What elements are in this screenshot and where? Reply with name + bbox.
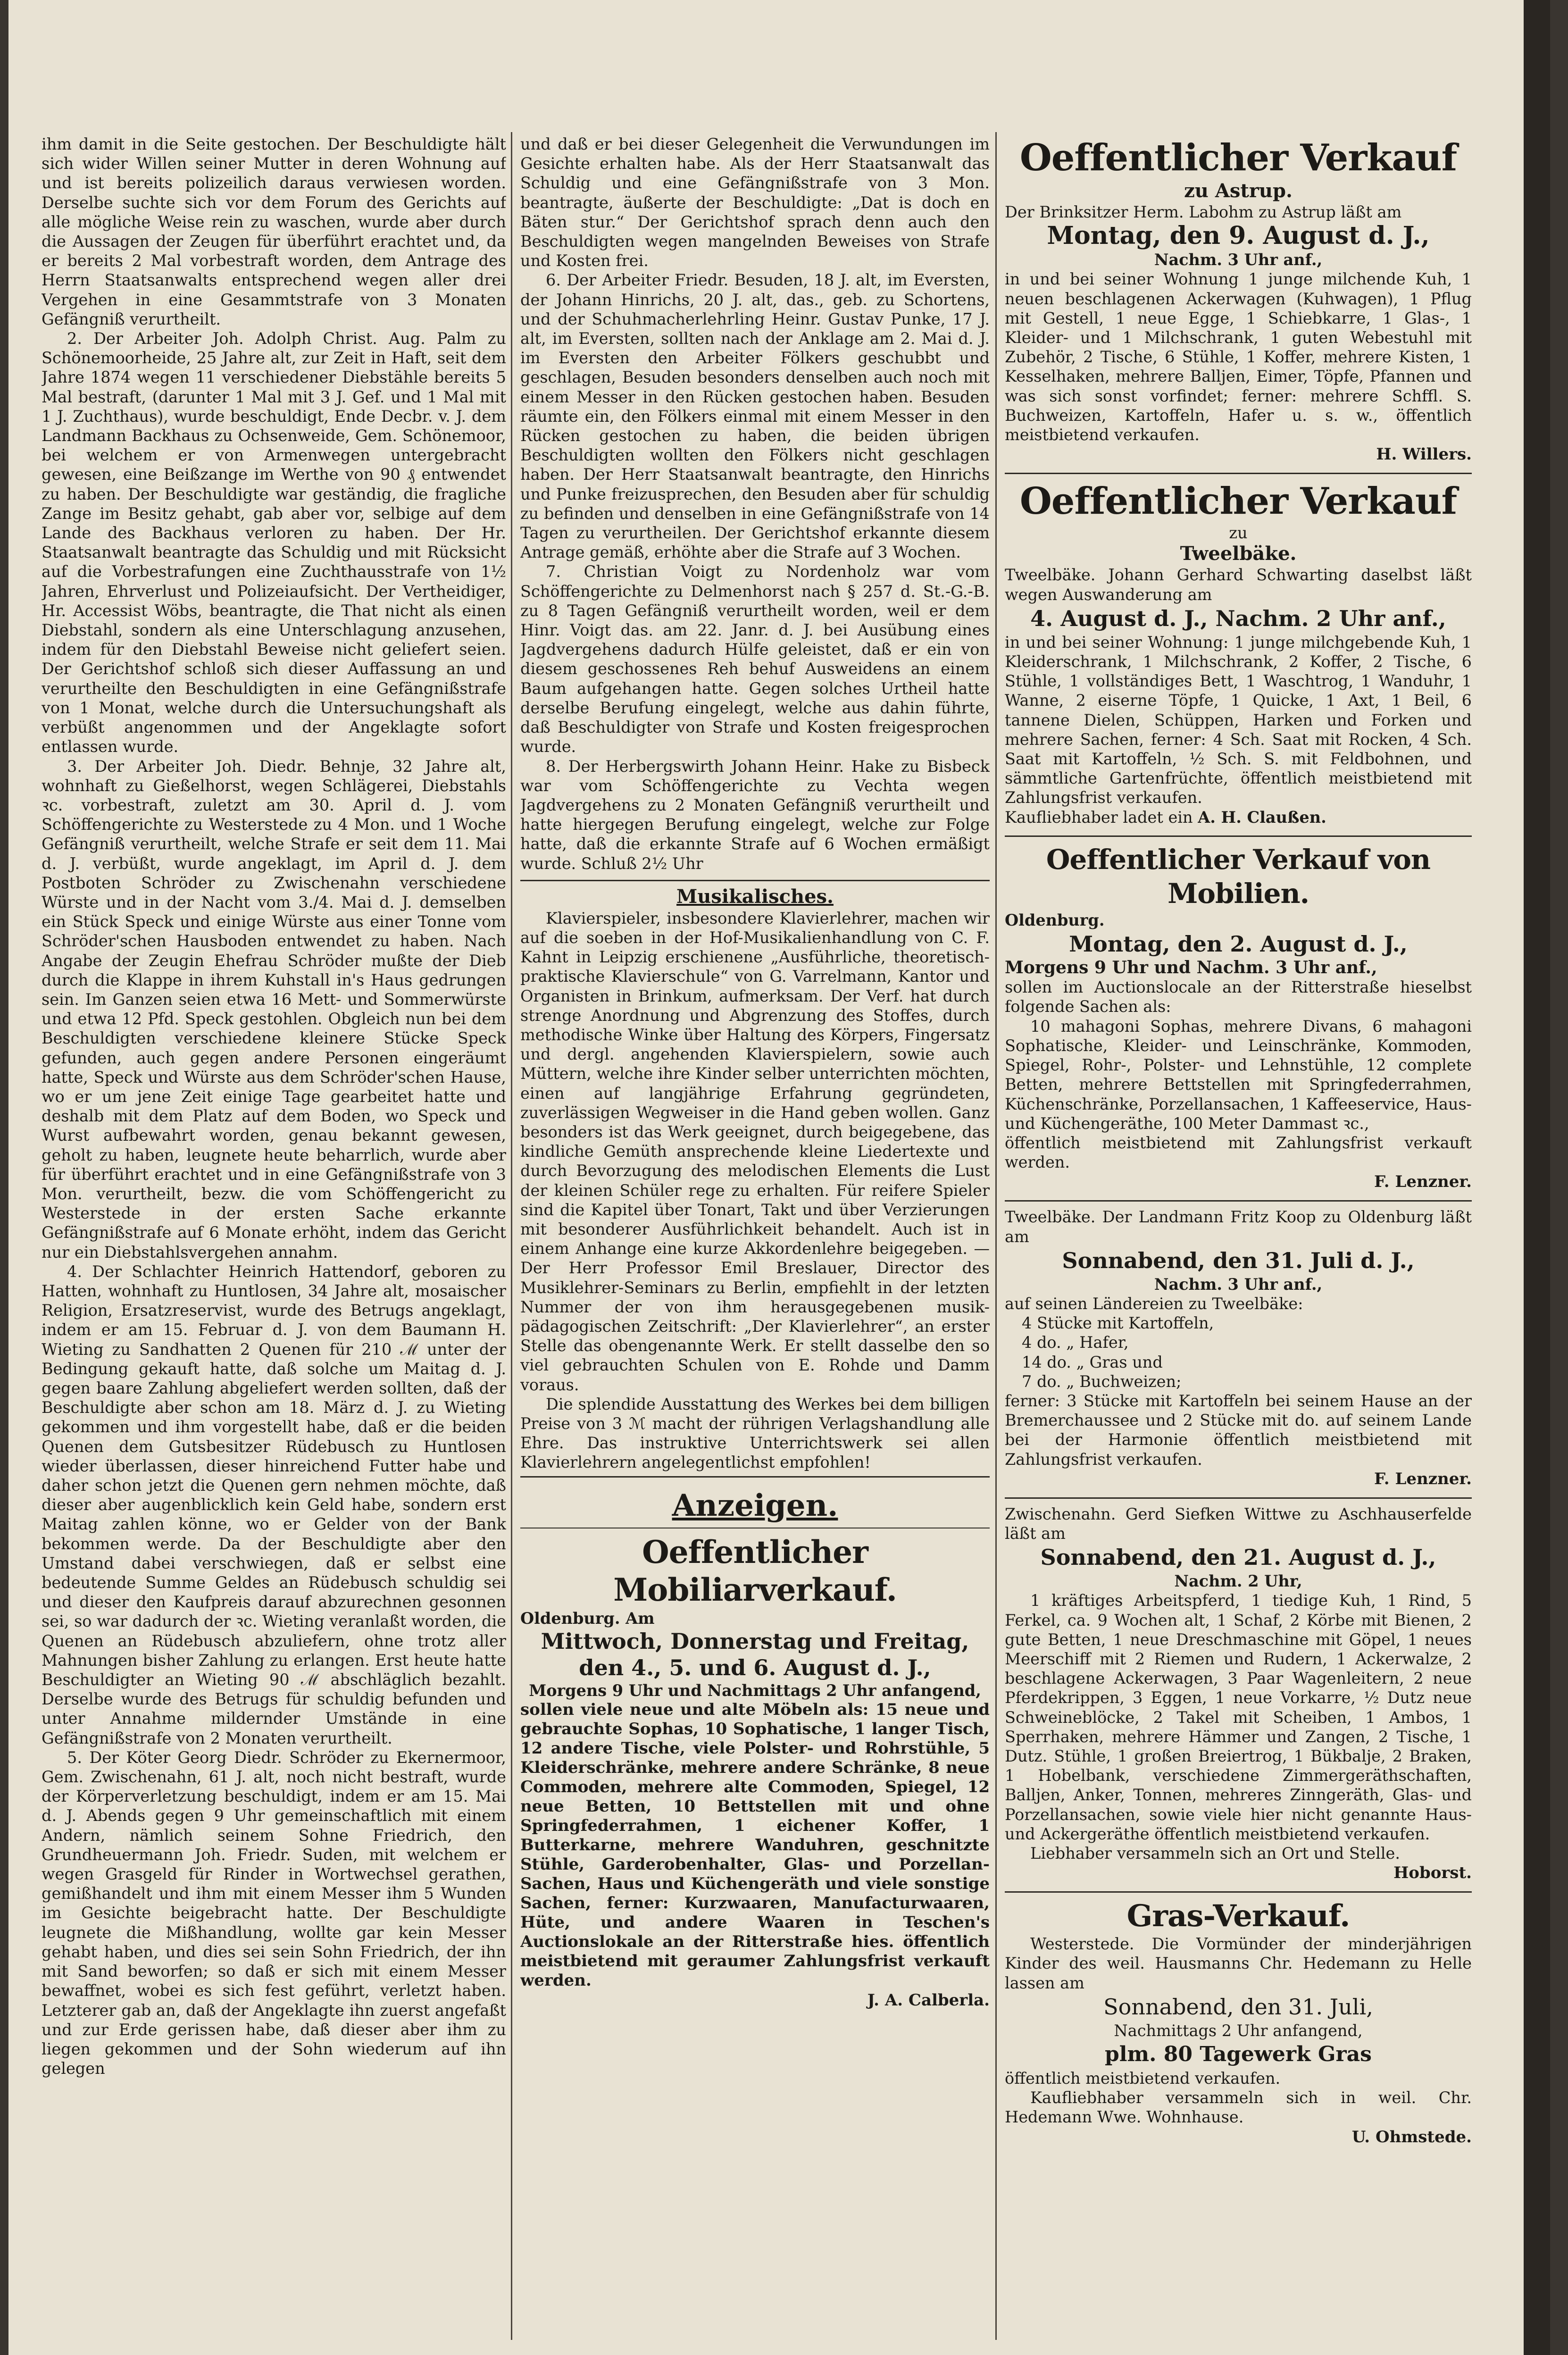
column-3 — [1005, 134, 1472, 2352]
ad-divider — [1005, 1497, 1472, 1499]
ad-what: plm. 80 Tagewerk Gras — [1105, 2042, 1372, 2067]
ad-last-line: Kaufliebhaber versammeln sich in weil. Chr. Hedemann Wwe. Wohnhause. — [1005, 2088, 1472, 2127]
article-paragraph: und daß er bei dieser Gelegenheit die Verwundungen im Gesichte erhalten habe. Als der Herr Staatsanwalt das Schuldig und eine Gefängnißstrafe von 3 Mon. beantragte, äußerte der Beschuldigte: „Dat is doch en Bäten stur.“ Der Gerichtshof sprach denn auch den Beschuldigten wegen mangelnden Beweises von Strafe und Kosten frei. — [520, 135, 990, 270]
ad-title: Gras-Verkauf. — [1126, 1898, 1350, 1934]
ad-time: Morgens 9 Uhr und Nachmittags 2 Uhr anfangend, — [529, 1681, 981, 1700]
ad-verkauf-mobilien — [1005, 841, 1472, 1196]
ad-signature: J. A. Calberla. — [867, 1991, 990, 2010]
ad-signature: F. Lenzner. — [1374, 1172, 1472, 1192]
article-paragraph: 8. Der Herbergswirth Johann Heinr. Hake zu Bisbeck war vom Schöffengerichte zu Vechta wegen Jagdvergehens zu 2 Monaten Gefängniß verurtheilt und hatte hiergegen Berufung eingelegt, welche zur Folge hatte, daß die erkannte Strafe auf 6 Wochen ermäßigt wurde. Schluß 2½ Uhr — [520, 757, 990, 873]
ad-title: Oeffentlicher Verkauf von Mobilien. — [1046, 843, 1431, 910]
column-2 — [520, 134, 990, 2352]
ad-date: Sonnabend, den 21. August d. J., — [1040, 1545, 1436, 1570]
ad-intro: Tweelbäke. Der Landmann Fritz Koop zu Oldenburg läßt am — [1005, 1208, 1472, 1246]
article-paragraph: 2. Der Arbeiter Joh. Adolph Christ. Aug. Palm zu Schönemoorheide, 25 Jahre alt, zur Zeit in Haft, seit dem Jahre 1874 wegen 11 verschiedener Diebstähle bereits 5 Mal bestraft, (darunter 1 Mal mit 3 J. Gef. und 1 Mal mit 1 J. Zuchthaus), wurde beschuldigt, Ende Decbr. v. J. dem Landmann Backhaus zu Ochsenweide, Gem. Schönemoor, bei welchem er von Armenwegen untergebracht gewesen, eine Beißzange im Werthe von 90 ₰ entwendet zu haben. Der Beschuldigte war geständig, die fragliche Zange im Besitz gehabt, gab aber vor, selbige auf dem Lande des Backhaus verloren zu haben. Der Hr. Staatsanwalt beantragte das Schuldig und mit Rücksicht auf die Vorbestrafungen eine Zuchthausstrafe von 1½ Jahren, Ehrverlust und Polizeiaufsicht. Der Vertheidiger, Hr. Accessist Wöbs, beantragte, die That nicht als einen Diebstahl, sondern als eine Unterschlagung anzusehen, indem für den Diebstahl Beweise nicht geliefert seien. Der Gerichtshof schloß sich dieser Auffassung an und verurtheilte den Beschuldigten in eine Gefängnißstrafe von 1 Monat, welche durch die Untersuchungshaft als verbüßt angenommen und der Angeklagte sofort entlassen wurde. — [42, 329, 506, 756]
ad-items — [1005, 1313, 1472, 1391]
ad-date: Montag, den 9. August d. J., — [1047, 221, 1430, 251]
ad-subtitle: zu — [1229, 524, 1248, 543]
page-edge-shadow — [1524, 0, 1550, 2355]
ad-body: 1 kräftiges Arbeitspferd, 1 tiedige Kuh, 1 Rind, 5 Ferkel, ca. 9 Wochen alt, 1 Schaf, 2 Körbe mit Bienen, 2 gute Betten, 1 neue Dreschmaschine mit Göpel, 1 neues Meerschiff mit 2 Riemen und Rudern, 1 Ackerwalze, 2 beschlagene Ackerwagen, 3 Paar Wagenleitern, 2 neue Pferdekrippen, 3 Eggen, 1 neue Vorkarre, ½ Dutz neue Schweineblöcke, 2 Takel mit Scheiben, 1 Ambos, 1 Sperrhaken, mehrere Hämmer und Zangen, 2 Tische, 1 Dutz. Stühle, 1 großen Breiertrog, 1 Bükbalje, 2 Braken, 1 Hobelbank, verschiedene Zimmergeräthschaften, Balljen, Anker, Tonnen, mehreres Zinngeräth, Glas- und Porzellansachen, sowie viele hier nicht genannte Haus- und Ackergeräthe öffentlich meistbietend verkaufen. — [1005, 1591, 1472, 1843]
ad-date: Sonnabend, den 31. Juli, — [1103, 1994, 1373, 2020]
article-paragraph: 4. Der Schlachter Heinrich Hattendorf, geboren zu Hatten, wohnhaft zu Huntlosen, 34 Jahre alt, mosaischer Religion, Ersatzreservist, wurde des Betrugs angeklagt, indem er am 15. Februar d. J. von dem Baumann H. Wieting zu Sandhatten 2 Quenen für 210 ℳ unter der Bedingung gekauft hatte, daß solche um Maitag d. J. gegen baare Zahlung abgeliefert werden sollten, daß der Beschuldigte aber schon am 18. März d. J. zu Wieting gekommen und ihm vorgestellt habe, daß er die beiden Quenen dem Gutsbesitzer Rüdebusch zu Huntlosen wieder überlassen, dieser hinreichend Futter habe und daher schon jetzt die Quenen gern nehmen möchte, daß dieser aber augenblicklich kein Geld habe, sondern erst Maitag zahlen könne, wo er Gelder von der Bank bekommen werde. Da der Beschuldigte aber den Umstand dabei verschwiegen, daß er selbst eine bedeutende Summe Geldes an Rüdebusch schuldig sei und dieser den Kaufpreis darauf abzurechnen gesonnen sei, so war dadurch der ꝛc. Wieting veranlaßt worden, die Quenen an Rüdebusch abzuliefern, ohne trotz aller Mahnungen bisher Zahlung zu erlangen. Erst heute hatte Beschuldigter an Wieting 90 ℳ abschläglich bezahlt. Derselbe wurde des Betrugs für schuldig befunden und unter Annahme mildernder Umstände in eine Gefängnißstrafe von 2 Monaten verurtheilt. — [42, 1262, 506, 1747]
ad-time: Morgens 9 Uhr und Nachm. 3 Uhr anf., — [1005, 958, 1377, 978]
ad-closing: öffentlich meistbietend verkaufen. — [1005, 2069, 1281, 2088]
ad-signature: A. H. Claußen. — [1198, 808, 1326, 827]
list-item: 4 Stücke mit Kartoffeln, — [1022, 1314, 1214, 1333]
ad-date: Sonnabend, den 31. Juli d. J., — [1062, 1247, 1415, 1273]
ad-siefken-zwischenahn — [1005, 1503, 1472, 1887]
ad-body: sollen viele neue und alte Möbeln als: 15 neue und gebrauchte Sophas, 10 Sophatische, 1 langer Tisch, 12 andere Tische, viele Polster- und Rohrstühle, 5 Kleiderschränke, mehrere andere Schränke, 8 neue Commoden, mehrere alte Commoden, Spiegel, 12 neue Betten, 10 Bettstellen mit und ohne Springfederrahmen, 1 eichener Koffer, 1 Butterkarne, mehrere Wanduhren, geschnitzte Stühle, Garderobenhalter, Glas- und Porzellan-Sachen, Haus und Küchengeräth und viele sonstige Sachen, ferner: Kurzwaaren, Manufacturwaaren, Hüte, und andere Waaren in Teschen's Auctionslokale an der Ritterstraße hies. öffentlich meistbietend mit geraumer Zahlungsfrist verkauft werden. — [520, 1700, 990, 1990]
ad-intro: Der Brinksitzer Herm. Labohm zu Astrup läßt am — [1005, 203, 1402, 221]
ad-date: 4. August d. J., Nachm. 2 Uhr anf., — [1030, 605, 1446, 631]
ad-divider — [1005, 1891, 1472, 1893]
ad-body: auf seinen Ländereien zu Tweelbäke: — [1005, 1294, 1303, 1313]
column-rule — [511, 132, 512, 2340]
ad-title: Oeffentlicher Mobiliarverkauf. — [613, 1533, 897, 1608]
ad-title: Oeffentlicher Verkauf — [1019, 136, 1457, 179]
ad-last-line — [1005, 808, 1472, 827]
section-divider — [520, 880, 990, 881]
music-heading: Musikalisches. — [676, 885, 834, 908]
section-divider — [520, 1476, 990, 1478]
ad-subtitle: Tweelbäke. — [1180, 543, 1297, 565]
ad-intro: Tweelbäke. Johann Gerhard Schwarting daselbst läßt wegen Auswanderung am — [1005, 566, 1472, 604]
ad-closing: öffentlich meistbietend mit Zahlungsfrist verkauft werden. — [1005, 1133, 1472, 1172]
ad-divider — [1005, 473, 1472, 474]
ad-signature: U. Ohmstede. — [1351, 2127, 1472, 2146]
list-item: 4 do. „ Hafer, — [1022, 1333, 1129, 1352]
ad-invite: Kaufliebhaber ladet ein — [1005, 808, 1193, 827]
ad-date: Montag, den 2. August d. J., — [1069, 931, 1408, 957]
ad-place: Oldenburg. Am — [520, 1609, 655, 1628]
list-item: 14 do. „ Gras und — [1022, 1353, 1163, 1371]
ad-intro: Zwischenahn. Gerd Siefken Wittwe zu Aschhauserfelde läßt am — [1005, 1504, 1472, 1543]
article-paragraph: 5. Der Köter Georg Diedr. Schröder zu Ekernermoor, Gem. Zwischenahn, 61 J. alt, noch nicht bestraft, wurde der Körperverletzung beschuldigt, indem er am 15. Mai d. J. Abends gegen 9 Uhr gemeinschaftlich mit einem Andern, nämlich seinem Sohne Friedrich, den Grundheuermann Joh. Friedr. Suden, mit welchem er wegen Grasgeld für Rinder in Wortwechsel gerathen, gemißhandelt und ihm mit einem Messer ihm 5 Wunden im Gesichte beigebracht hatte. Der Beschuldigte leugnete die Mißhandlung, wollte gar kein Messer gehabt haben, und dies sei sein Sohn Friedrich, der ihn mit Sand beworfen; so daß er sich mit einem Messer bewaffnet, wobei es sich fest geführt, verletzt haben. Letzterer gab an, daß der Angeklagte ihn zuerst angefaßt und zur Erde gerissen habe, daß dieser aber ihm zu liegen gekommen und der Sohn wiederum auf ihn gelegen — [42, 1748, 506, 2078]
ad-divider — [1005, 1200, 1472, 1202]
ad-title: Oeffentlicher Verkauf — [1019, 480, 1457, 523]
ad-divider — [1005, 835, 1472, 837]
ad-date: Mittwoch, Donnerstag und Freitag, den 4., 5. und 6. August d. J., — [541, 1628, 969, 1680]
ad-time: Nachm. 2 Uhr, — [1174, 1572, 1302, 1591]
ad-subtitle: zu Astrup. — [1184, 180, 1293, 202]
ad-signature: F. Lenzner. — [1374, 1469, 1472, 1488]
newspaper-page — [8, 0, 1550, 2355]
ad-verkauf-tweelbaeke — [1005, 478, 1472, 832]
ad-place: Oldenburg. — [1005, 910, 1105, 929]
ad-intro: sollen im Auctionslocale an der Ritterstraße hieselbst folgende Sachen als: — [1005, 978, 1472, 1016]
article-paragraph: ihm damit in die Seite gestochen. Der Beschuldigte hält sich wider Willen seiner Mutter in deren Wohnung auf und ist bereits polizeilich daraus verwiesen worden. Derselbe suchte sich vor dem Forum des Gerichts auf alle mögliche Weise rein zu waschen, wurde aber durch die Aussagen der Zeugen für überführt erachtet und, da er bereits 2 Mal vorbestraft worden, dem Antrage des Herrn Staatsanwalts entsprechend wegen aller drei Vergehen in eine Gesammtstrafe von 3 Monaten Gefängniß verurtheilt. — [42, 135, 506, 328]
article-paragraph: 3. Der Arbeiter Joh. Diedr. Behnje, 32 Jahre alt, wohnhaft zu Gießelhorst, wegen Schlägerei, Diebstahls ꝛc. vorbestraft, zuletzt am 30. April d. J. vom Schöffengerichte zu Westerstede zu 4 Mon. und 1 Woche Gefängniß verurtheilt, welche Strafe er seit dem 11. Mai d. J. verbüßt, wurde angeklagt, im April d. J. dem Postboten Schröder zu Zwischenahn verschiedene Würste und in der Nacht vom 3./4. Mai d. J. demselben ein Stück Speck und einige Würste aus einer Tonne vom Schröder'schen Hausboden entwendet zu haben. Nach Angabe der Zeugin Ehefrau Schröder mußte der Dieb durch die Klappe in ihrem Kuhstall in's Haus gedrungen sein. Im Ganzen seien etwa 16 Mett- und Sommerwürste und etwa 12 Pfd. Speck gestohlen. Obgleich nun bei dem Beschuldigten verschiedene kleinere Stücke Speck gefunden, auch gegen andere Personen eingeräumt hatte, Speck und Würste aus dem Schröder'schen Hause, wo er um jene Zeit einige Tage gearbeitet hatte und deshalb mit dem Platz auf dem Boden, wo Speck und Wurst aufbewahrt worden, genau bekannt gewesen, geholt zu haben, leugnete heute beharrlich, wurde aber für überführt erachtet und in eine Gefängnißstrafe von 3 Mon. verurtheilt, bezw. die vom Schöffengericht zu Westerstede in der ersten Sache erkannte Gefängnißstrafe auf 6 Monate erhöht, indem das Gericht nur ein Diebstahlsvergehen annahm. — [42, 757, 506, 1261]
article-paragraph: 7. Christian Voigt zu Nordenholz war vom Schöffengerichte zu Delmenhorst nach § 257 d. St.-G.-B. zu 8 Tagen Gefängniß verurtheilt worden, weil er dem Hinr. Voigt das. am 22. Janr. d. J. bei Ausübung eines Jagdvergehens dadurch Hülfe geleistet, daß er ein von diesem geschossenes Reh behuf Ausweidens an einem Baum aufgehangen hatte. Gegen solches Urtheil hatte derselbe Berufung eingelegt, welche aus dahin führte, daß Beschuldigter von Strafe und Kosten freigesprochen wurde. — [520, 562, 990, 756]
music-paragraph: Die splendide Ausstattung des Werkes bei dem billigen Preise von 3 ℳ macht der rührigen Verlagshandlung alle Ehre. Das instruktive Unterrichtswerk sei allen Klavierlehrern angelegentlichst empfohlen! — [520, 1395, 990, 1472]
ad-time: Nachm. 3 Uhr anf., — [1154, 1275, 1323, 1294]
ad-body: in und bei seiner Wohnung: 1 junge milchgebende Kuh, 1 Kleiderschrank, 1 Milchschrank, 2 Koffer, 2 Tische, 6 Stühle, 1 vollständiges Bett, 1 Waschtrog, 1 Wanduhr, 1 Wanne, 2 eiserne Töpfe, 1 Quicke, 1 Axt, 1 Beil, 6 tannene Dielen, Schüppen, Harken und Forken und mehrere Sachen, ferner: 4 Sch. Saat mit Rocken, 4 Sch. Saat mit Kartoffeln, ½ Sch. S. mit Feldbohnen, und sämmtliche Gartenfrüchte, öffentlich meistbietend mit Zahlungsfrist verkaufen. — [1005, 633, 1472, 807]
article-paragraph: 6. Der Arbeiter Friedr. Besuden, 18 J. alt, im Eversten, der Johann Hinrichs, 20 J. alt, das., geb. zu Schortens, und der Schuhmacherlehrling Heinr. Gustav Punke, 17 J. alt, im Eversten, sollten nach der Anklage am 2. Mai d. J. im Eversten den Arbeiter Fölkers geschubbt und geschlagen, Besuden besonders denselben auch noch mit einem Messer in den Rücken gestochen haben. Besuden räumte ein, den Fölkers einmal mit einem Messer in den Rücken gestochen zu haben, die beiden übrigen Beschuldigten wollten den Fölkers nicht geschlagen haben. Der Herr Staatsanwalt beantragte, den Hinrichs und Punke freizusprechen, den Besuden aber für schuldig zu befinden und denselben in eine Gefängnißstrafe von 14 Tagen zu verurtheilen. Der Gerichtshof erkannte diesem Antrage gemäß, erhöhte aber die Strafe auf 3 Wochen. — [520, 271, 990, 562]
ad-koop-tweelbaeke — [1005, 1205, 1472, 1493]
ad-closing: Liebhaber versammeln sich an Ort und Stelle. — [1030, 1844, 1400, 1862]
column-1 — [42, 134, 506, 2352]
music-paragraph: Klavierspieler, insbesondere Klavierlehrer, machen wir auf die soeben in der Hof-Musikalienhandlung von C. F. Kahnt in Leipzig erschienene „Ausführliche, theoretisch-praktische Klavierschule“ von G. Varrelmann, Kantor und Organisten in Brinkum, aufmerksam. Der Verf. hat durch strenge Anordnung und Abgrenzung des Stoffes, durch methodische Winke über Haltung des Körpers, Fingersatz und dergl. angehenden Klavierspielern, sowie auch Müttern, welche ihre Kinder selber unterrichten möchten, einen auf langjährige Erfahrung gegründeten, zuverlässigen Wegweiser in die Hand geben wollen. Ganz besonders ist das Werk geeignet, durch beigegebene, das kindliche Gemüth ansprechende kleine Liedertexte und durch Bevorzugung des melodischen Elements die Lust der kleinen Schüler rege zu erhalten. Für reifere Spieler sind die Kapitel über Tonart, Takt und über Verzierungen mit besonderer Ausführlichkeit behandelt. Auch ist in einem Anhange eine kurze Akkordenlehre beigegeben. — Der Herr Professor Emil Breslauer, Director des Musiklehrer-Seminars zu Berlin, empfiehlt in der letzten Nummer der von ihm herausgegebenen musik-pädagogischen Zeitschrift: „Der Klavierlehrer“, an erster Stelle das obengenannte Werk. Er stellt dasselbe den so viel gebrauchten Schulen von E. Rohde und Damm voraus. — [520, 909, 990, 1394]
ad-time: Nachm. 3 Uhr anf., — [1154, 251, 1323, 269]
ad-gras-verkauf — [1005, 1896, 1472, 2151]
column-rule — [995, 132, 997, 2340]
ad-mobiliarverkauf — [520, 1531, 990, 2015]
ad-signature: H. Willers. — [1376, 445, 1472, 464]
ads-heading: Anzeigen. — [672, 1487, 838, 1523]
ad-time: Nachmittags 2 Uhr anfangend, — [1114, 2021, 1363, 2040]
ad-body: in und bei seiner Wohnung 1 junge milchende Kuh, 1 neuen beschlagenen Ackerwagen (Kuhwagen), 1 Pflug mit Gestell, 1 neue Egge, 1 Schiebkarre, 1 Glas-, 1 Kleider- und 1 Milchschrank, 1 guten Webestuhl mit Zubehör, 2 Tische, 6 Stühle, 1 Koffer, mehrere Kisten, 1 Kesselhaken, mehrere Balljen, Eimer, Töpfe, Pfannen und was sich sonst vorfindet; ferner: mehrere Schffl. S. Buchweizen, Kartoffeln, Hafer u. s. w., öffentlich meistbietend verkaufen. — [1005, 270, 1472, 444]
ad-closing: ferner: 3 Stücke mit Kartoffeln bei seinem Hause an der Bremerchaussee und 2 Stücke mit do. auf seinem Lande bei der Harmonie öffentlich meistbietend mit Zahlungsfrist verkaufen. — [1005, 1391, 1472, 1469]
ad-signature: Hoborst. — [1393, 1863, 1472, 1883]
ad-body: 10 mahagoni Sophas, mehrere Divans, 6 mahagoni Sophatische, Kleider- und Leinschränke, Kommoden, Spiegel, Rohr-, Polster- und Lehnstühle, 12 complete Betten, mehrere Bettstellen mit Springfederrahmen, Küchenschränke, Porzellansachen, 1 Kaffeeservice, Haus- und Küchengeräthe, 100 Meter Dammast ꝛc., — [1005, 1017, 1472, 1133]
ad-intro: Westerstede. Die Vormünder der minderjährigen Kinder des weil. Hausmanns Chr. Hedemann zu Helle lassen am — [1005, 1935, 1472, 1992]
list-item: 7 do. „ Buchweizen; — [1022, 1372, 1182, 1391]
ad-verkauf-astrup — [1005, 134, 1472, 469]
